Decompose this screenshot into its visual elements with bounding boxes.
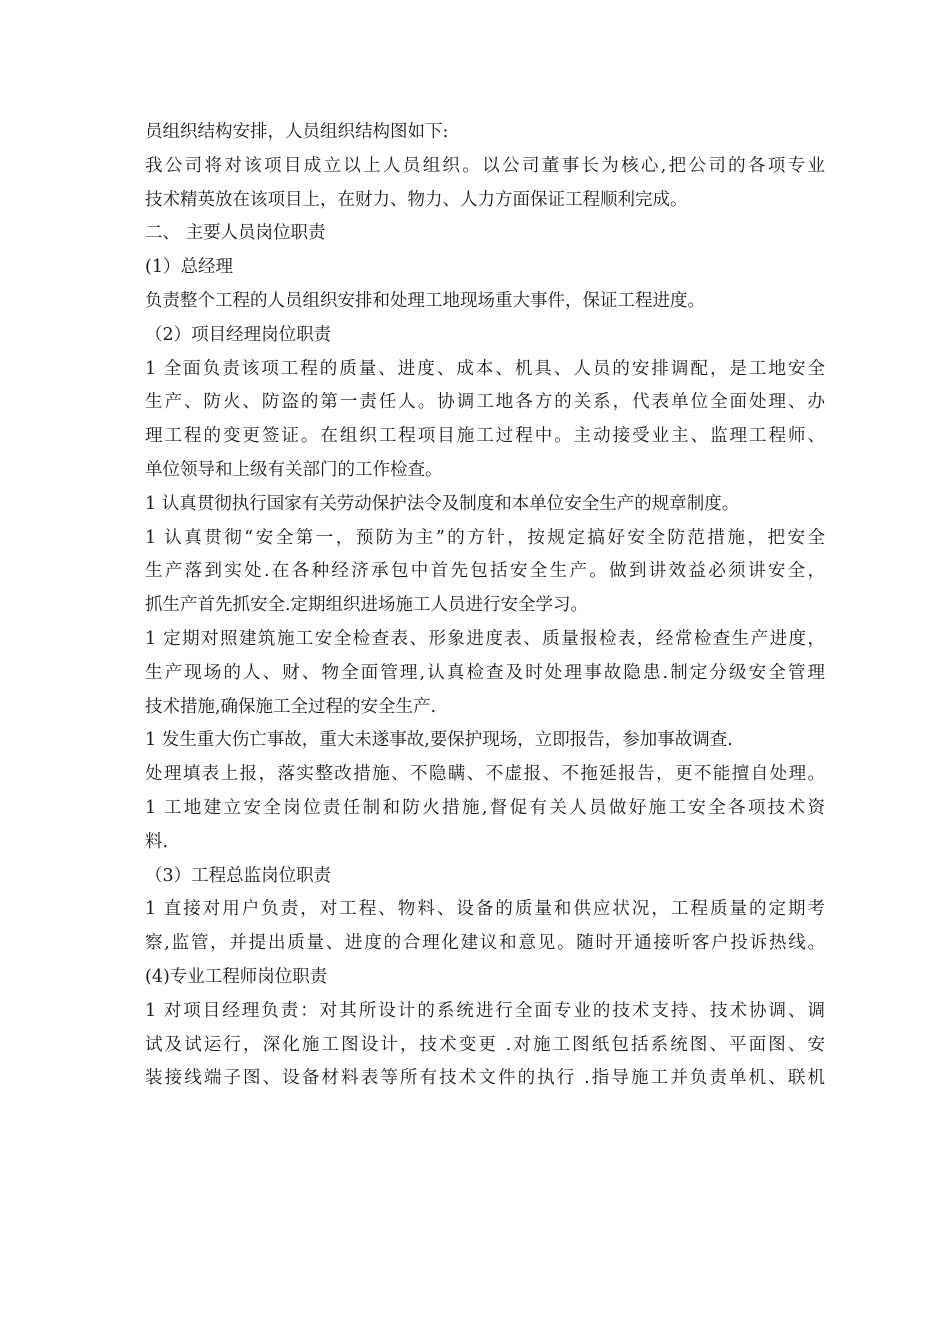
text-line: 1 对项目经理负责：对其所设计的系统进行全面专业的技术支持、技术协调、调 <box>145 1000 825 1021</box>
subsection-heading: （3）工程总监岗位职责 <box>145 865 332 886</box>
text-line: 料. <box>145 831 169 852</box>
text-line: 生产现场的人、财、物全面管理,认真检查及时处理事故隐患.制定分级安全管理 <box>145 662 825 683</box>
text-line: 1 发生重大伤亡事故，重大未遂事故,要保护现场，立即报告，参加事故调查. <box>145 730 733 751</box>
text-line: 装接线端子图、设备材料表等所有技术文件的执行 .指导施工并负责单机、联机 <box>145 1068 825 1089</box>
body-text <box>145 116 825 1096</box>
text-line: 1 认真贯彻“安全第一，预防为主”的方针，按规定搞好安全防范措施，把安全 <box>145 527 825 548</box>
text-line: 负责整个工程的人员组织安排和处理工地现场重大事件，保证工程进度。 <box>145 290 705 311</box>
text-line: 1 工地建立安全岗位责任制和防火措施,督促有关人员做好施工安全各项技术资 <box>145 797 825 818</box>
subsection-heading: （2）项目经理岗位职责 <box>145 324 332 345</box>
text-line: 处理填表上报，落实整改措施、不隐瞒、不虚报、不拖延报告，更不能擅自处理。 <box>145 764 825 785</box>
text-line: 生产落到实处.在各种经济承包中首先包括安全生产。做到讲效益必须讲安全， <box>145 561 825 582</box>
text-line: 1 直接对用户负责，对工程、物料、设备的质量和供应状况，工程质量的定期考 <box>145 899 825 920</box>
section-heading: 二、 主要人员岗位职责 <box>145 223 326 244</box>
text-line: 生产、防火、防盗的第一责任人。协调工地各方的关系，代表单位全面处理、办 <box>145 392 825 413</box>
text-line: 察,监管，并提出质量、进度的合理化建议和意见。随时开通接听客户投诉热线。 <box>145 933 825 954</box>
text-line: 技术措施,确保施工全过程的安全生产. <box>145 696 437 717</box>
text-line: 1 定期对照建筑施工安全检查表、形象进度表、质量报检表，经常检查生产进度， <box>145 628 825 649</box>
text-line: 技术精英放在该项目上，在财力、物力、人力方面保证工程顺利完成。 <box>145 189 688 210</box>
text-line: 1 全面负责该项工程的质量、进度、成本、机具、人员的安排调配，是工地安全 <box>145 358 825 379</box>
text-line: 理工程的变更签证。在组织工程项目施工过程中。主动接受业主、监理工程师、 <box>145 426 825 447</box>
text-line: 员组织结构安排，人员组织结构图如下: <box>145 122 449 142</box>
subsection-heading: (4)专业工程师岗位职责 <box>145 966 328 987</box>
subsection-heading: (1）总经理 <box>145 257 233 278</box>
text-line: 试及试运行，深化施工图设计，技术变更 .对施工图纸包括系统图、平面图、安 <box>145 1034 825 1055</box>
text-line: 单位领导和上级有关部门的工作检查。 <box>145 459 443 480</box>
text-line: 我公司将对该项目成立以上人员组织。以公司董事长为核心,把公司的各项专业 <box>145 155 825 176</box>
text-line: 1 认真贯彻执行国家有关劳动保护法令及制度和本单位安全生产的规章制度。 <box>145 493 740 514</box>
text-line: 抓生产首先抓安全.定期组织进场施工人员进行安全学习。 <box>145 595 589 616</box>
